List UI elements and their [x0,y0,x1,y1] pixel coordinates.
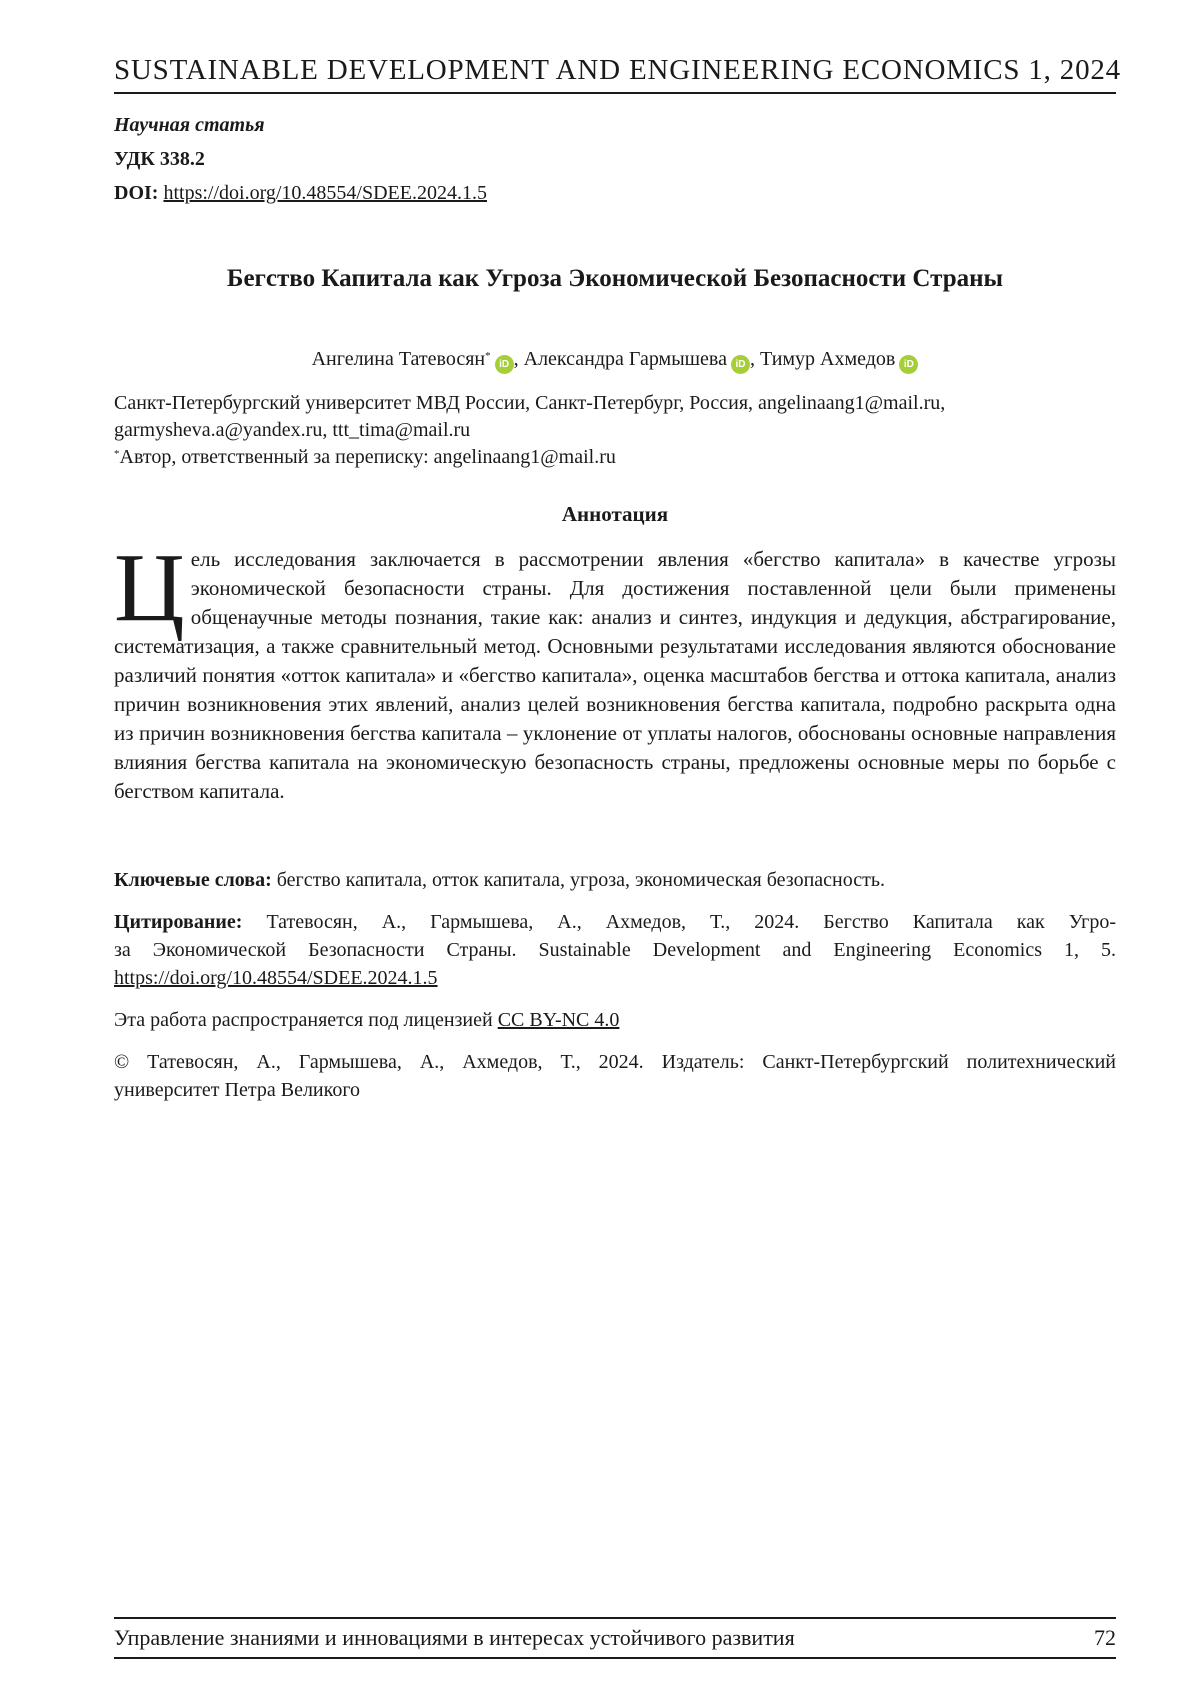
affiliation [114,390,1116,471]
abstract-body [114,534,1116,806]
page-footer [114,1617,1116,1659]
corresponding-mark: * [485,350,491,362]
keywords-text: бегство капитала, отток капитала, угроза, экономическая безопасность. [276,869,885,891]
journal-title: SUSTAINABLE DEVELOPMENT AND ENGINEERING ECONOMICS 1, 2024 [114,54,1121,86]
citation-text-2: за Экономической Безопасности Страны. Sustainable Development and Engineering Economics 1, 5. [114,939,1116,961]
abstract-heading: Аннотация [561,502,669,526]
citation-label: Цитирование: [114,911,243,933]
drop-cap: Ц [114,534,185,642]
header-rule [114,92,1116,94]
author-separator: , [749,348,755,370]
corresponding-author-text: Автор, ответственный за переписку: angelinaang1@mail.ru [119,446,616,468]
orcid-icon[interactable]: iD [495,355,514,374]
doi-label: DOI: [114,182,159,204]
doi-line [114,176,1116,210]
license-link[interactable]: CC BY-NC 4.0 [497,1009,620,1031]
corresponding-author [114,444,1116,471]
author-name: Александра Гармышева [523,348,727,370]
footer-rule-bottom [114,1657,1116,1659]
copyright [114,1048,1116,1104]
doi-link[interactable]: https://doi.org/10.48554/SDEE.2024.1.5 [163,182,487,204]
citation-doi-link[interactable]: https://doi.org/10.48554/SDEE.2024.1.5 [114,967,438,989]
article-meta [114,108,1116,210]
author-separator: , [513,348,519,370]
article-title: Бегство Капитала как Угроза Экономической Безопасности Страны [226,265,1004,292]
affiliation-emails: garmysheva.a@yandex.ru, ttt_tima@mail.ru [114,419,471,441]
author-name: Тимур Ахмедов [759,348,896,370]
license-text: Эта работа распространяется под лицензией [114,1009,493,1031]
udk: УДК 338.2 [114,148,205,170]
license [114,1006,1116,1034]
orcid-icon[interactable]: iD [899,355,918,374]
author-list [114,345,1116,374]
article-type: Научная статья [114,114,265,136]
author-name: Ангелина Татевосян [311,348,486,370]
citation-line [114,908,1116,936]
copyright-line-1: © Татевосян, А., Гармышева, А., Ахмедов, Т., 2024. Издатель: Санкт-Петербургский политехнический [114,1051,1116,1073]
abstract-text: ель исследования заключается в рассмотрении явления «бегство капитала» в качестве угрозы экономической безопасности страны. Для достижения поставленной цели были применены общенаучные методы познания, такие как: анализ и синтез, индукция и дедукция, абстрагирование, систематизация, а также сравнительный метод. Основными результатами исследования являются обоснование различий понятия «отток капитала» и «бегство капитала», оценка масштабов бегства и оттока капитала, анализ причин возникновения этих явлений, анализ целей возникновения бегства капитала, подробно раскрыта одна из причин возникновения бегства капитала – уклонение от уплаты налогов, обоснованы основные направления влияния бегства капитала на экономическую безопасность страны, предложены основные меры по борьбе с бегством капитала. [114,547,1116,803]
footer-rule-top [114,1617,1116,1619]
copyright-line-2: университет Петра Великого [114,1079,361,1101]
citation-doi-line [114,964,1116,992]
corresponding-mark: * [114,448,120,460]
paper-page [114,0,1121,1697]
affiliation-line: Санкт-Петербургский университет МВД России, Санкт-Петербург, Россия, angelinaang1@mail.ru, [114,392,946,414]
keywords-label: Ключевые слова: [114,869,272,891]
keywords [114,866,1116,894]
footer-text: Управление знаниями и инновациями в интересах устойчивого развития [114,1625,795,1650]
orcid-icon[interactable]: iD [731,355,750,374]
citation [114,908,1116,992]
citation-text-1: Татевосян, А., Гармышева, А., Ахмедов, Т., 2024. Бегство Капитала как Угро- [266,911,1117,933]
page-number: 72 [1094,1625,1116,1650]
journal-header [114,50,1121,94]
